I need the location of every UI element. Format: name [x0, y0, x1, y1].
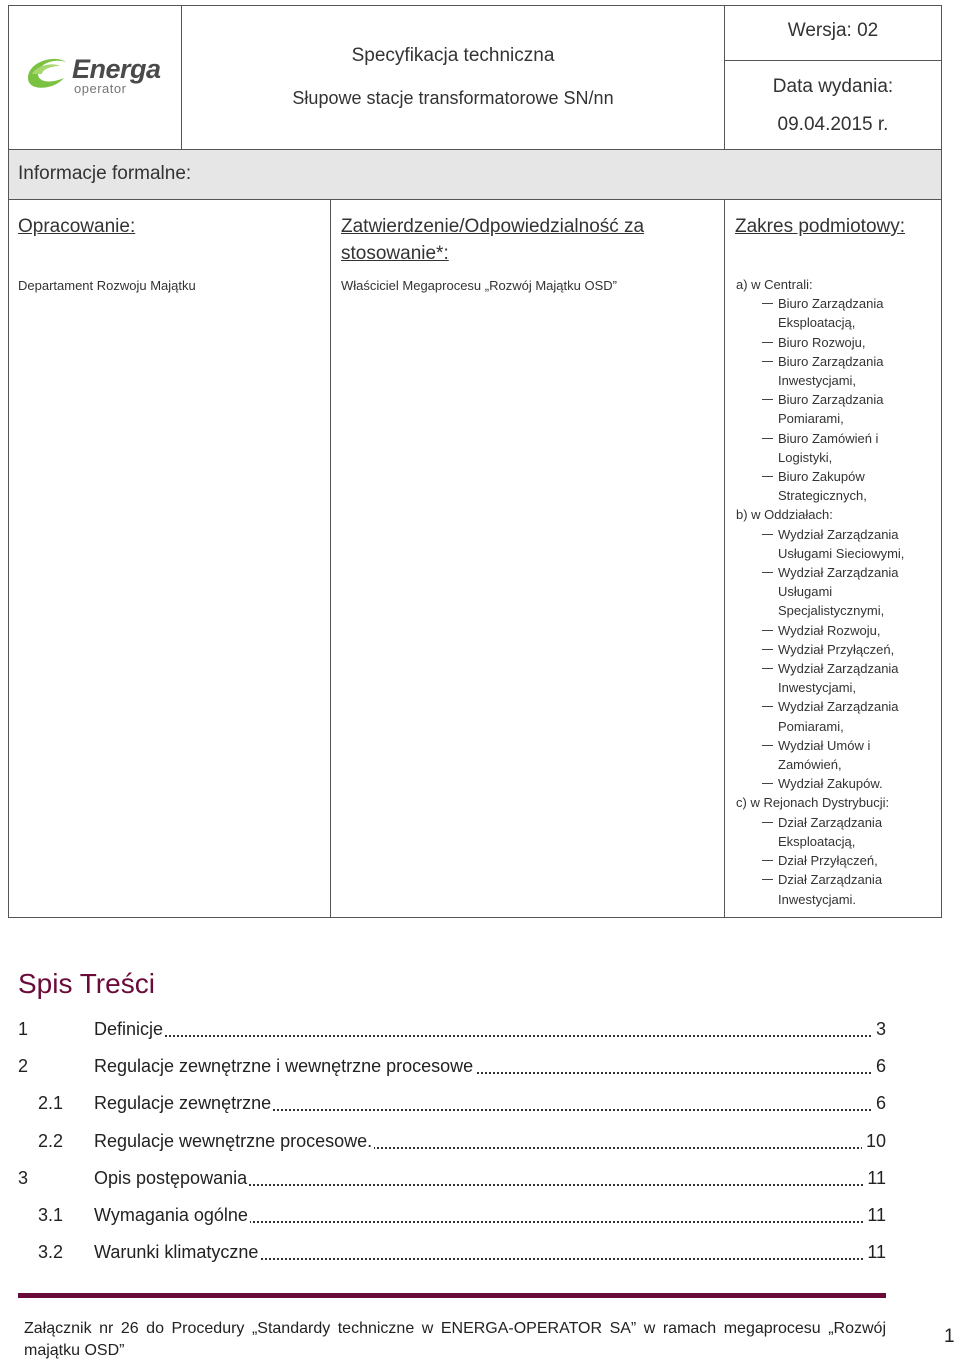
toc-entry-number: 3.2: [38, 1242, 64, 1263]
toc-entry-title: Regulacje zewnętrzne i wewnętrzne procesowe: [94, 1056, 474, 1077]
toc-entry-number: 1: [18, 1019, 29, 1039]
scope-group-label: b) w Oddziałach:: [736, 507, 833, 523]
dash-bullet-icon: [762, 783, 773, 784]
scope-item-line: Wydział Rozwoju,: [778, 622, 881, 638]
scope-item: [736, 563, 936, 621]
toc-leader-dots: [94, 1019, 886, 1037]
toc-entry-page: 11: [863, 1242, 886, 1263]
toc-entry-page: 10: [862, 1131, 886, 1152]
scope-item-line: Dział Przyłączeń,: [778, 853, 878, 869]
scope-item-line: Wydział Przyłączeń,: [778, 641, 895, 657]
toc-entry-title: Warunki klimatyczne: [94, 1242, 259, 1263]
dash-bullet-icon: [762, 476, 773, 477]
date-label: Data wydania:: [772, 76, 894, 97]
scope-item-line: Wydział Umów i: [778, 737, 871, 753]
scope-item: [736, 640, 936, 659]
scope-item-line: Biuro Zarządzania: [778, 392, 884, 408]
toc-entry-title: Regulacje wewnętrzne procesowe.: [94, 1130, 373, 1151]
col1-label: Opracowanie:: [18, 216, 136, 237]
col2-cell: [330, 199, 725, 918]
toc-entry[interactable]: [18, 1056, 886, 1080]
scope-item-line: Inwestycjami.: [778, 891, 857, 907]
scope-item-line: Biuro Zamówień i: [778, 430, 879, 446]
toc-entry-title: Definicje: [94, 1019, 164, 1039]
toc-entry-page: 6: [872, 1093, 886, 1114]
scope-group: [736, 505, 936, 793]
date-cell: [724, 60, 942, 150]
scope-item-line: Biuro Zakupów: [778, 469, 865, 485]
document-title: Specyfikacja techniczna: [351, 45, 555, 66]
dash-bullet-icon: [762, 860, 773, 861]
toc-entry-page: 3: [872, 1019, 886, 1040]
dash-bullet-icon: [762, 534, 773, 535]
scope-group-label: a) w Centrali:: [736, 277, 813, 292]
page-number: 1: [944, 1326, 955, 1347]
scope-item-line: Dział Zarządzania: [778, 872, 883, 888]
dash-bullet-icon: [762, 361, 773, 362]
dash-bullet-icon: [762, 630, 773, 631]
scope-item-line: Zamówień,: [778, 757, 842, 773]
toc-title: Spis Treści: [18, 968, 155, 999]
dash-bullet-icon: [762, 342, 773, 343]
dash-bullet-icon: [762, 822, 773, 823]
scope-item: [736, 467, 936, 505]
scope-item: [736, 621, 936, 640]
title-cell: [181, 5, 725, 150]
toc-entry-number: 2: [18, 1056, 29, 1077]
col1-value: Departament Rozwoju Majątku: [18, 278, 196, 293]
scope-item: [736, 851, 936, 870]
scope-item-line: Wydział Zarządzania: [778, 526, 899, 542]
scope-item: [736, 736, 936, 774]
scope-item: [736, 429, 936, 467]
scope-item: [736, 294, 936, 332]
dash-bullet-icon: [762, 879, 773, 880]
scope-item-line: Usługami: [778, 584, 833, 600]
dash-bullet-icon: [762, 649, 773, 650]
toc-entry-title: Wymagania ogólne: [94, 1205, 248, 1225]
dash-bullet-icon: [762, 745, 773, 746]
scope-list: [736, 275, 936, 909]
scope-item: [736, 697, 936, 735]
dash-bullet-icon: [762, 668, 773, 669]
dash-bullet-icon: [762, 303, 773, 304]
scope-item-line: Dział Zarządzania: [778, 814, 883, 830]
scope-item: [736, 525, 936, 563]
scope-group: [736, 793, 936, 908]
dash-bullet-icon: [762, 706, 773, 707]
col2-label-line1: Zatwierdzenie/Odpowiedzialność za: [341, 216, 645, 237]
toc-entry-title: Regulacje zewnętrzne: [94, 1093, 272, 1114]
toc-entry-number: 3: [18, 1167, 29, 1188]
logo-name: Energa: [72, 54, 161, 84]
scope-item: [736, 774, 936, 793]
toc-entry-page: 6: [872, 1056, 886, 1077]
scope-item-line: Wydział Zarządzania: [778, 699, 899, 715]
footer-rule: [18, 1293, 886, 1298]
scope-item-line: Eksploatacją,: [778, 833, 856, 849]
scope-item-line: Wydział Zakupów.: [778, 776, 883, 792]
scope-item-line: Pomiarami,: [778, 718, 844, 734]
logo-subtitle: operator: [74, 81, 127, 96]
col1-cell: [8, 199, 331, 918]
scope-item-line: Inwestycjami,: [778, 680, 857, 696]
toc-entry-number: 2.1: [38, 1093, 64, 1114]
toc-entry[interactable]: [18, 1168, 886, 1192]
dash-bullet-icon: [762, 399, 773, 400]
toc-entry-title: Opis postępowania: [94, 1167, 248, 1188]
scope-group: [736, 275, 936, 505]
scope-item: [736, 390, 936, 428]
col2-value: Właściciel Megaprocesu „Rozwój Majątku OSD”: [341, 278, 617, 293]
dash-bullet-icon: [762, 438, 773, 439]
scope-item-line: Wydział Zarządzania: [778, 565, 899, 581]
scope-item: [736, 813, 936, 851]
toc-entry[interactable]: [18, 1131, 886, 1155]
scope-item-line: Wydział Zarządzania: [778, 661, 899, 677]
dash-bullet-icon: [762, 572, 773, 573]
energa-swoosh-icon: [24, 52, 72, 98]
date-value: 09.04.2015 r.: [777, 114, 889, 135]
formal-heading: Informacje formalne:: [18, 163, 192, 184]
toc-entry[interactable]: [18, 1242, 886, 1266]
col2-label-line2: stosowanie*:: [341, 243, 449, 264]
toc-entry-page: 11: [863, 1205, 886, 1226]
scope-item-line: Inwestycjami,: [778, 373, 857, 389]
scope-item-line: Biuro Zarządzania: [778, 296, 884, 312]
document-subtitle: Słupowe stacje transformatorowe SN/nn: [292, 88, 614, 108]
scope-item-line: Strategicznych,: [778, 488, 867, 504]
scope-item: [736, 870, 936, 908]
scope-item-line: Specjalistycznymi,: [778, 603, 885, 619]
toc-entry[interactable]: [18, 1205, 886, 1229]
toc-entry-page: 11: [863, 1168, 886, 1189]
toc-entry-number: 3.1: [38, 1205, 64, 1225]
scope-item: [736, 352, 936, 390]
scope-item: [736, 659, 936, 697]
version-label: Wersja: 02: [787, 20, 879, 41]
energa-logo: [24, 50, 164, 100]
footer-text: Załącznik nr 26 do Procedury „Standardy techniczne w ENERGA-OPERATOR SA” w ramach megaprocesu „Rozwój majątku OSD”: [24, 1320, 886, 1359]
scope-item-line: Biuro Rozwoju,: [778, 334, 866, 350]
scope-item-line: Eksploatacją,: [778, 315, 856, 331]
scope-item-line: Usługami Sieciowymi,: [778, 545, 905, 561]
scope-item-line: Pomiarami,: [778, 411, 844, 427]
scope-item: [736, 333, 936, 352]
col3-label: Zakres podmiotowy:: [735, 216, 906, 237]
toc-entry[interactable]: [18, 1019, 886, 1043]
toc-entry[interactable]: [18, 1093, 886, 1117]
scope-group-label: c) w Rejonach Dystrybucji:: [736, 795, 890, 811]
toc-entry-number: 2.2: [38, 1130, 64, 1151]
scope-item-line: Biuro Zarządzania: [778, 353, 884, 369]
scope-item-line: Logistyki,: [778, 449, 833, 465]
